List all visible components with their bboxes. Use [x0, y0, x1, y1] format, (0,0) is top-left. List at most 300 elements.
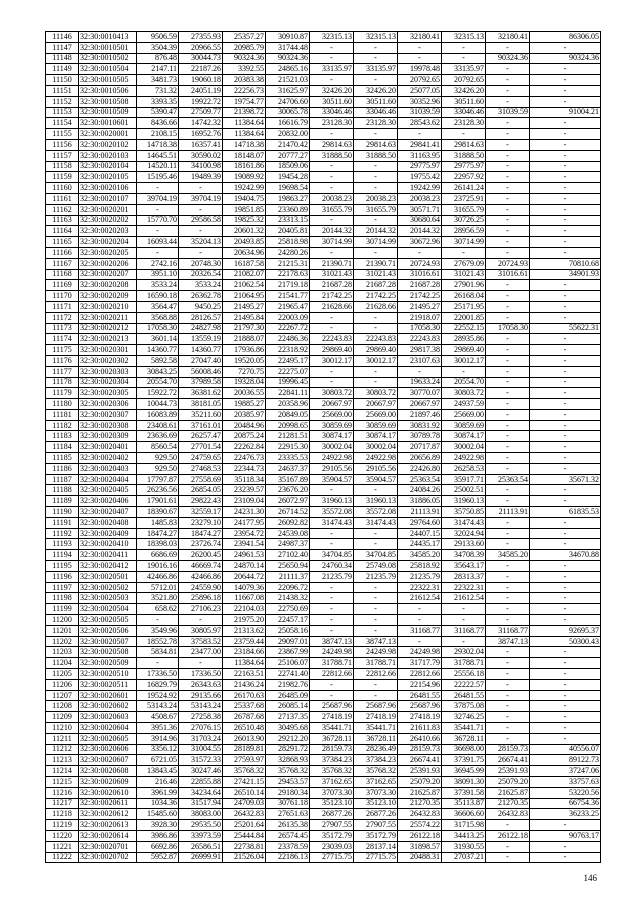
row-number-cell: 11214	[46, 766, 79, 777]
value-cell: 5712.01	[137, 582, 179, 593]
value-cell: -	[530, 517, 601, 528]
value-cell: 14645.51	[137, 150, 179, 161]
value-cell: 31168.77	[486, 625, 530, 636]
value-cell: 929.50	[137, 463, 179, 474]
value-cell: 31016.61	[486, 269, 530, 280]
value-cell: -	[486, 409, 530, 420]
value-cell: 32315.13	[310, 32, 354, 43]
row-number-cell: 11165	[46, 237, 79, 248]
value-cell: 37391.58	[442, 787, 486, 798]
value-cell: 22267.72	[266, 323, 310, 334]
value-cell: 22262.84	[223, 442, 266, 453]
value-cell: 3928.30	[137, 820, 179, 831]
cadastral-number-cell: 32:30:0020210	[79, 301, 137, 312]
value-cell: -	[486, 204, 530, 215]
value-cell: 20748.30	[179, 258, 223, 269]
value-cell: 20038.23	[310, 193, 354, 204]
row-number-cell: 11187	[46, 474, 79, 485]
value-cell: 20405.81	[266, 226, 310, 237]
value-cell: 21687.28	[398, 280, 442, 291]
table-row	[46, 280, 601, 291]
value-cell: 20792.65	[398, 75, 442, 86]
value-cell: 26085.14	[266, 701, 310, 712]
value-cell: 21235.79	[398, 571, 442, 582]
value-cell: -	[486, 399, 530, 410]
value-cell: 26481.55	[442, 690, 486, 701]
row-number-cell: 11163	[46, 215, 79, 226]
value-cell: 22256.73	[223, 85, 266, 96]
value-cell: 16616.79	[266, 118, 310, 129]
value-cell: -	[486, 334, 530, 345]
value-cell: 36728.11	[442, 733, 486, 744]
value-cell: -	[354, 582, 398, 593]
value-cell: 31960.13	[442, 496, 486, 507]
table-row	[46, 323, 601, 334]
value-cell: -	[354, 539, 398, 550]
table-row	[46, 291, 601, 302]
value-cell: -	[486, 647, 530, 658]
value-cell: 4508.67	[137, 712, 179, 723]
value-cell: -	[398, 366, 442, 377]
row-number-cell: 11204	[46, 658, 79, 669]
value-cell: 17797.87	[137, 474, 179, 485]
value-cell: -	[310, 582, 354, 593]
value-cell: -	[354, 604, 398, 615]
value-cell: 24177.95	[223, 517, 266, 528]
value-cell: -	[179, 247, 223, 258]
table-row	[46, 755, 601, 766]
value-cell: 29814.63	[354, 139, 398, 150]
value-cell: 30714.99	[310, 237, 354, 248]
table-row	[46, 193, 601, 204]
row-number-cell: 11206	[46, 679, 79, 690]
value-cell: -	[530, 615, 601, 626]
value-cell: 31168.77	[398, 625, 442, 636]
table-row	[46, 669, 601, 680]
row-number-cell: 11201	[46, 625, 79, 636]
value-cell: 18474.27	[137, 528, 179, 539]
cadastral-number-cell: 32:30:0020604	[79, 723, 137, 734]
value-cell: 23725.91	[442, 193, 486, 204]
value-cell: -	[442, 636, 486, 647]
value-cell: 22322.31	[442, 582, 486, 593]
table-row	[46, 431, 601, 442]
cadastral-number-cell: 32:30:0020607	[79, 755, 137, 766]
value-cell: 90324.36	[530, 53, 601, 64]
value-cell: 27558.69	[179, 474, 223, 485]
table-row	[46, 507, 601, 518]
value-cell: 91004.21	[530, 107, 601, 118]
value-cell: 876.48	[137, 53, 179, 64]
value-cell: 30065.78	[266, 107, 310, 118]
value-cell: 3914.96	[137, 733, 179, 744]
table-row	[46, 798, 601, 809]
value-cell: 27355.93	[179, 32, 223, 43]
table-row	[46, 852, 601, 863]
value-cell: -	[530, 366, 601, 377]
value-cell: -	[530, 539, 601, 550]
value-cell: -	[530, 442, 601, 453]
cadastral-number-cell: 32:30:0020207	[79, 269, 137, 280]
row-number-cell: 11157	[46, 150, 79, 161]
value-cell: 23759.44	[223, 636, 266, 647]
value-cell: 28956.59	[442, 226, 486, 237]
value-cell: 3393.35	[137, 96, 179, 107]
value-cell: 23954.72	[223, 528, 266, 539]
value-cell: 25669.00	[442, 409, 486, 420]
value-cell: 24084.26	[398, 485, 442, 496]
value-cell: 11667.08	[223, 593, 266, 604]
value-cell: 30843.25	[137, 366, 179, 377]
value-cell: -	[486, 247, 530, 258]
value-cell: -	[310, 247, 354, 258]
value-cell: 16093.44	[137, 237, 179, 248]
value-cell: -	[530, 247, 601, 258]
value-cell: -	[486, 64, 530, 75]
value-cell: -	[486, 658, 530, 669]
table-row	[46, 604, 601, 615]
table-row	[46, 301, 601, 312]
table-row	[46, 312, 601, 323]
value-cell: 22243.83	[398, 334, 442, 345]
value-cell: 658.62	[137, 604, 179, 615]
value-cell: 30874.17	[310, 431, 354, 442]
cadastral-number-cell: 32:30:0010505	[79, 75, 137, 86]
value-cell: 26432.83	[223, 809, 266, 820]
table-row	[46, 787, 601, 798]
value-cell: 3504.39	[137, 42, 179, 53]
value-cell: 50300.43	[530, 636, 601, 647]
value-cell: 22344.73	[223, 463, 266, 474]
value-cell: -	[530, 150, 601, 161]
value-cell: 19885.27	[223, 399, 266, 410]
value-cell: 35768.32	[223, 766, 266, 777]
value-cell: -	[530, 64, 601, 75]
value-cell: 26674.41	[398, 755, 442, 766]
value-cell: 31021.43	[354, 269, 398, 280]
value-cell: 22486.36	[266, 334, 310, 345]
value-cell: 37875.08	[442, 701, 486, 712]
value-cell: 31655.79	[354, 204, 398, 215]
value-cell: -	[530, 420, 601, 431]
value-cell: 26485.09	[266, 690, 310, 701]
value-cell: 27047.40	[179, 355, 223, 366]
value-cell: 30803.72	[310, 388, 354, 399]
value-cell: 26999.91	[179, 852, 223, 863]
value-cell: 15770.70	[137, 215, 179, 226]
cadastral-number-cell: 32:30:0020608	[79, 766, 137, 777]
cadastral-number-cell: 32:30:0020411	[79, 550, 137, 561]
value-cell: 26481.55	[398, 690, 442, 701]
value-cell: -	[137, 204, 179, 215]
value-cell: -	[486, 193, 530, 204]
cadastral-number-cell: 32:30:0020509	[79, 658, 137, 669]
value-cell: 23867.99	[266, 647, 310, 658]
row-number-cell: 11149	[46, 64, 79, 75]
table-row	[46, 463, 601, 474]
value-cell: -	[179, 658, 223, 669]
cadastral-number-cell: 32:30:0020205	[79, 247, 137, 258]
row-number-cell: 11155	[46, 129, 79, 140]
table-row	[46, 258, 601, 269]
table-row	[46, 647, 601, 658]
value-cell: 32426.20	[310, 85, 354, 96]
value-cell: 28935.86	[442, 334, 486, 345]
value-cell: 27418.19	[398, 712, 442, 723]
value-cell: 23128.30	[442, 118, 486, 129]
value-cell: 24870.14	[223, 561, 266, 572]
table-row	[46, 409, 601, 420]
cadastral-number-cell: 32:30:0010502	[79, 53, 137, 64]
value-cell: 14742.32	[179, 118, 223, 129]
value-cell: 30012.17	[442, 355, 486, 366]
value-cell: -	[398, 53, 442, 64]
row-number-cell: 11169	[46, 280, 79, 291]
value-cell: 30680.64	[398, 215, 442, 226]
value-cell: 27701.54	[179, 442, 223, 453]
value-cell: 31163.95	[398, 150, 442, 161]
cadastral-number-cell: 32:30:0020307	[79, 409, 137, 420]
value-cell: 29814.63	[310, 139, 354, 150]
value-cell: 24827.98	[179, 323, 223, 334]
value-cell: 15485.60	[137, 809, 179, 820]
value-cell: 21521.03	[266, 75, 310, 86]
value-cell: 3392.55	[223, 64, 266, 75]
value-cell: 35123.10	[354, 798, 398, 809]
table-row	[46, 571, 601, 582]
value-cell: 24922.98	[442, 453, 486, 464]
value-cell: 31703.24	[179, 733, 223, 744]
value-cell: 29775.97	[398, 161, 442, 172]
value-cell: 19633.24	[398, 377, 442, 388]
table-row	[46, 334, 601, 345]
row-number-cell: 11189	[46, 496, 79, 507]
value-cell: 38747.13	[486, 636, 530, 647]
value-cell: 2742.16	[137, 258, 179, 269]
value-cell: 25391.93	[486, 766, 530, 777]
value-cell: 35441.71	[310, 723, 354, 734]
value-cell: 22957.92	[442, 172, 486, 183]
value-cell: -	[486, 139, 530, 150]
row-number-cell: 11219	[46, 820, 79, 831]
value-cell: 21495.84	[223, 312, 266, 323]
value-cell: 22855.88	[179, 776, 223, 787]
row-number-cell: 11188	[46, 485, 79, 496]
value-cell: 24435.17	[398, 539, 442, 550]
value-cell: -	[530, 690, 601, 701]
value-cell: 18552.78	[137, 636, 179, 647]
value-cell: -	[530, 679, 601, 690]
value-cell: -	[310, 690, 354, 701]
value-cell: 29841.41	[398, 139, 442, 150]
value-cell: -	[354, 679, 398, 690]
cadastral-number-cell: 32:30:0020406	[79, 496, 137, 507]
row-number-cell: 11210	[46, 723, 79, 734]
table-row	[46, 658, 601, 669]
table-row	[46, 550, 601, 561]
value-cell: -	[486, 690, 530, 701]
value-cell: -	[310, 593, 354, 604]
value-cell: 21687.28	[354, 280, 398, 291]
value-cell: -	[486, 852, 530, 863]
table-row	[46, 539, 601, 550]
row-number-cell: 11170	[46, 291, 79, 302]
value-cell: 20601.32	[223, 226, 266, 237]
value-cell: 26257.47	[179, 431, 223, 442]
value-cell: -	[530, 226, 601, 237]
row-number-cell: 11168	[46, 269, 79, 280]
value-cell: 9506.59	[137, 32, 179, 43]
value-cell: 30511.60	[310, 96, 354, 107]
cadastral-number-cell: 32:30:0010504	[79, 64, 137, 75]
value-cell: 29822.43	[179, 496, 223, 507]
value-cell: 30789.78	[398, 431, 442, 442]
value-cell: 35118.34	[223, 474, 266, 485]
value-cell: 24249.98	[354, 647, 398, 658]
table-row	[46, 593, 601, 604]
value-cell: 22243.83	[310, 334, 354, 345]
value-cell: 33046.46	[310, 107, 354, 118]
value-cell: 90324.36	[266, 53, 310, 64]
value-cell: -	[486, 75, 530, 86]
value-cell: 25201.64	[223, 820, 266, 831]
value-cell: 22915.30	[266, 442, 310, 453]
value-cell: 30012.17	[310, 355, 354, 366]
value-cell: -	[530, 204, 601, 215]
value-cell: 46669.74	[179, 561, 223, 572]
value-cell: 14718.38	[223, 139, 266, 150]
cadastral-number-cell: 32:30:0020605	[79, 733, 137, 744]
value-cell: -	[530, 485, 601, 496]
value-cell: 35172.79	[310, 830, 354, 841]
table-row	[46, 615, 601, 626]
value-cell: 24760.34	[310, 561, 354, 572]
value-cell: 31886.05	[398, 496, 442, 507]
value-cell: 23128.30	[354, 118, 398, 129]
value-cell: 19089.92	[223, 172, 266, 183]
value-cell: 19851.85	[223, 204, 266, 215]
value-cell: 21438.32	[266, 593, 310, 604]
value-cell: -	[486, 679, 530, 690]
cadastral-number-cell: 32:30:0020102	[79, 139, 137, 150]
row-number-cell: 11197	[46, 582, 79, 593]
value-cell: -	[354, 593, 398, 604]
table-row	[46, 32, 601, 43]
row-number-cell: 11185	[46, 453, 79, 464]
value-cell: 3564.47	[137, 301, 179, 312]
value-cell: 31960.13	[354, 496, 398, 507]
value-cell: -	[486, 463, 530, 474]
value-cell: 22426.80	[398, 463, 442, 474]
value-cell: -	[310, 485, 354, 496]
value-cell: 25650.94	[266, 561, 310, 572]
value-cell: 36233.25	[530, 809, 601, 820]
value-cell: -	[179, 183, 223, 194]
value-cell: 35768.32	[354, 766, 398, 777]
value-cell: 17058.30	[398, 323, 442, 334]
value-cell: -	[310, 528, 354, 539]
value-cell: -	[486, 723, 530, 734]
value-cell: 21612.54	[442, 593, 486, 604]
value-cell: 34100.98	[179, 161, 223, 172]
value-cell: 30874.17	[354, 431, 398, 442]
value-cell: 21742.25	[398, 291, 442, 302]
value-cell: 70810.68	[530, 258, 601, 269]
value-cell: 3356.12	[137, 744, 179, 755]
cadastral-number-cell: 32:30:0020303	[79, 366, 137, 377]
value-cell: -	[530, 118, 601, 129]
value-cell: 26877.26	[354, 809, 398, 820]
value-cell: -	[310, 172, 354, 183]
value-cell: 24280.26	[266, 247, 310, 258]
value-cell: 17336.50	[137, 669, 179, 680]
table-row	[46, 247, 601, 258]
table-row	[46, 215, 601, 226]
cadastral-number-cell: 32:30:0020613	[79, 820, 137, 831]
value-cell: 14718.38	[137, 139, 179, 150]
table-row	[46, 139, 601, 150]
value-cell: 34234.64	[179, 787, 223, 798]
table-row	[46, 701, 601, 712]
value-cell: 20358.96	[266, 399, 310, 410]
value-cell: -	[530, 669, 601, 680]
value-cell: 35917.71	[442, 474, 486, 485]
value-cell: -	[486, 280, 530, 291]
value-cell: 22096.72	[266, 582, 310, 593]
row-number-cell: 11205	[46, 669, 79, 680]
value-cell: 21113.91	[398, 507, 442, 518]
row-number-cell: 11183	[46, 431, 79, 442]
value-cell: -	[486, 528, 530, 539]
value-cell: -	[486, 161, 530, 172]
value-cell: 21625.87	[486, 787, 530, 798]
row-number-cell: 11202	[46, 636, 79, 647]
row-number-cell: 11203	[46, 647, 79, 658]
value-cell: -	[530, 172, 601, 183]
row-number-cell: 11158	[46, 161, 79, 172]
value-cell: -	[486, 593, 530, 604]
value-cell: 19863.27	[266, 193, 310, 204]
value-cell: 3951.10	[137, 269, 179, 280]
value-cell: -	[486, 582, 530, 593]
value-cell: 13559.19	[179, 334, 223, 345]
value-cell: 17336.50	[179, 669, 223, 680]
value-cell: 13843.45	[137, 766, 179, 777]
value-cell: 31888.50	[354, 150, 398, 161]
value-cell: 19520.05	[223, 355, 266, 366]
value-cell: 30761.18	[266, 798, 310, 809]
table-row	[46, 485, 601, 496]
value-cell: -	[486, 96, 530, 107]
value-cell: 23313.15	[266, 215, 310, 226]
value-cell: -	[530, 571, 601, 582]
value-cell: 29133.60	[442, 539, 486, 550]
value-cell: 20667.97	[354, 399, 398, 410]
value-cell: -	[486, 485, 530, 496]
value-cell: 27509.77	[179, 107, 223, 118]
value-cell: 29535.50	[179, 820, 223, 831]
value-cell: -	[137, 615, 179, 626]
value-cell: -	[137, 226, 179, 237]
value-cell: 29869.40	[354, 345, 398, 356]
value-cell: -	[354, 615, 398, 626]
table-row	[46, 442, 601, 453]
value-cell: 19242.99	[398, 183, 442, 194]
value-cell: 20644.72	[223, 571, 266, 582]
row-number-cell: 11212	[46, 744, 79, 755]
value-cell: 38091.30	[442, 776, 486, 787]
value-cell: -	[486, 129, 530, 140]
